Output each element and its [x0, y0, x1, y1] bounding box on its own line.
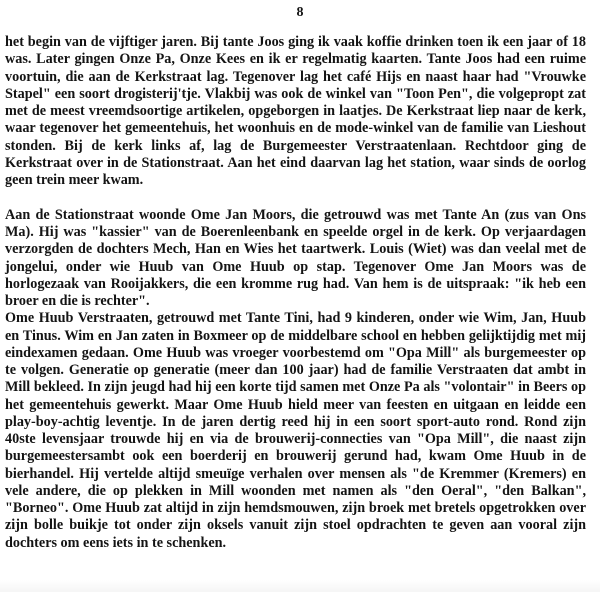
- show-through-shadow: [0, 580, 600, 592]
- page-number: 8: [296, 5, 304, 20]
- paragraph-2: Aan de Stationstraat woonde Ome Jan Moors, die getrouwd was met Tante An (zus van Ons Ma). Hij was "kassier" van de Boerenleenbank en speelde orgel in de kerk. Op verjaardagen verzorgden de dochters Mech, Han en Wies het taartwerk. Louis (Wiet) was dan veelal met de jongelui, onder wie Huub van Ome Huub op stap. Tegenover Ome Jan Moors was de horlogezaak van Rooijakkers, die een kromme rug had. Van hem is de uitspraak: "ik heb een broer en die is rechter".: [5, 206, 586, 309]
- paragraph-1: het begin van de vijftiger jaren. Bij tante Joos ging ik vaak koffie drinken toen ik een jaar of 18 was. Later gingen Onze Pa, Onze Kees en ik er regelmatig kaarten. Tante Joos had een ruime voortuin, die aan de Kerkstraat lag. Tegenover lag het café Hijs en naast haar had "Vrouwke Stapel" een soort drogisterij'tje. Vlakbij was ook de winkel van "Toon Pen", die volgepropt zat met de meest vreemdsoortige artikelen, opgeborgen in laatjes. De Kerkstraat liep naar de kerk, waar tegenover het gemeentehuis, het woonhuis en de mode-winkel van de familie van Lieshout stonden. Bij de kerk links af, lag de Burgemeester Verstraatenlaan. Rechtdoor ging de Kerkstraat over in de Stationstraat. Aan het eind daarvan lag het station, waar sinds de oorlog geen trein meer kwam.: [5, 34, 586, 188]
- paragraph-3: Ome Huub Verstraaten, getrouwd met Tante Tini, had 9 kinderen, onder wie Wim, Jan, Huub en Tinus. Wim en Jan zaten in Boxmeer op de middelbare school en hebben gelijktijdig met mij eindexamen gedaan. Ome Huub was vroeger voorbestemd om "Opa Mill" als burgemeester op te volgen. Generatie op generatie (meer dan 100 jaar) had de familie Verstraaten dat ambt in Mill bekleed. In zijn jeugd had hij een korte tijd samen met Onze Pa als "volontair" in Beers op het gemeentehuis gewerkt. Maar Ome Huub hield meer van feesten en uitgaan en leidde een play-boy-achtig leventje. In de jaren dertig reed hij in een soort sport-auto rond. Rond zijn 40ste levensjaar trouwde hij en via de brouwerij-connecties van "Opa Mill", die naast zijn burgemeestersambt ook een boerderij en brouwerij gerund had, kwam Ome Huub in de bierhandel. Hij vertelde altijd smeuïge verhalen over mensen als "de Kremmer (Kremers) en vele andere, die op plekken in Mill woonden met namen als "den Oeral", "den Balkan", "Borneo". Ome Huub zat altijd in zijn hemdsmouwen, zijn broek met bretels opgetrokken over zijn bolle buikje tot onder zijn oksels vanuit zijn stoel opdrachten te geven aan vooral zijn dochters om eens iets in te schenken.: [5, 310, 586, 551]
- body-text: [5, 34, 586, 552]
